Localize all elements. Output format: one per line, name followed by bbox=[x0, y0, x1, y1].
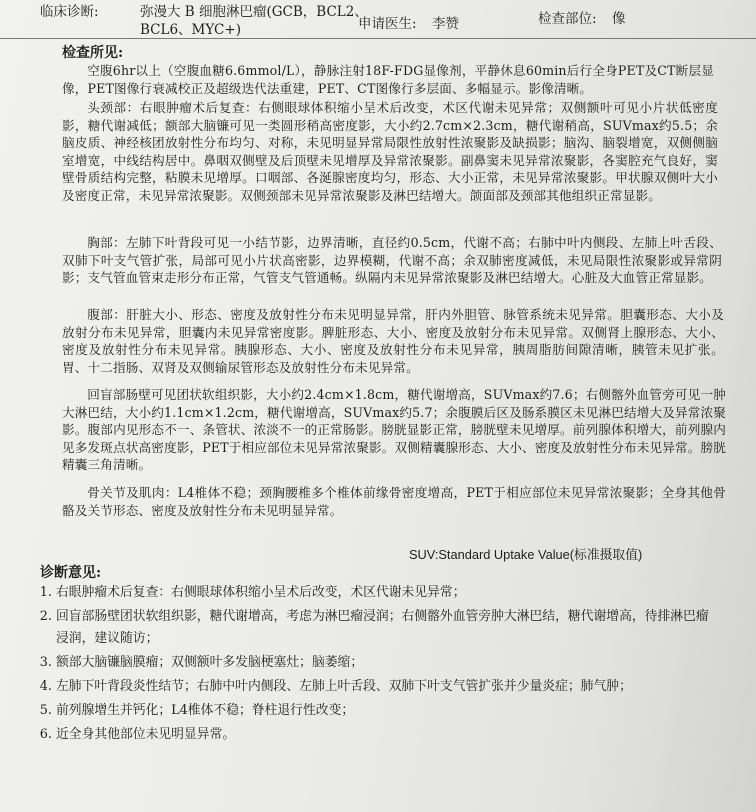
findings-title: 检查所见: bbox=[62, 45, 124, 61]
findings-paragraph-head-neck: 头颈部：右眼肿瘤术后复查：右侧眼球体积缩小呈术后改变，术区代谢未见异常；双侧额叶可见小片状低密度影，糖代谢减低；额部大脑镰可见一类圆形稍高密度影，大小约2.7cm×2.3cm，糖代谢稍高，SUVmax约5.5；余脑皮质、神经核团放射性分布均匀、对称，未见明显异常局限性放射性浓聚影及缺损影；脑沟、脑裂增宽，双侧侧脑室增宽，中线结构居中。鼻咽双侧壁及后顶壁未见增厚及异常浓聚影。副鼻窦未见异常浓聚影，各窦腔充气良好，窦壁骨质结构完整，粘膜未见增厚。口咽部、各涎腺密度均匀，形态、大小正常，未见异常浓聚影。甲状腺双侧叶大小及密度正常，未见异常浓聚影。双侧颈部未见异常浓聚影及淋巴结增大。颌面部及颈部其他组织正常显影。 bbox=[62, 100, 718, 203]
doctor-label: 申请医生: bbox=[358, 16, 417, 32]
clinical-diagnosis-value-cont: BCL6、MYC+) bbox=[140, 22, 241, 38]
clinical-diagnosis-value: 弥漫大 B 细胞淋巴瘤(GCB，BCL2、 bbox=[140, 4, 368, 20]
findings-paragraph-bone: 骨关节及肌肉：L4椎体不稳；颈胸腰椎多个椎体前缘骨密度增高，PET于相应部位未见异常浓聚影；全身其他骨骼及关节形态、密度及放射性分布未见明显异常。 bbox=[62, 485, 726, 518]
findings-paragraph-method: 空腹6hr以上（空腹血糖6.6mmol/L），静脉注射18F-FDG显像剂，平静休息60min后行全身PET及CT断层显像，PET图像行衰减校正及超级迭代法重建，PET、CT图像行多层面、多幅显示。影像清晰。 bbox=[62, 63, 714, 96]
findings-paragraph-chest: 胸部：左肺下叶背段可见一小结节影，边界清晰，直径约0.5cm，代谢不高；右肺中叶内侧段、左肺上叶舌段、双肺下叶支气管扩张，局部可见小片状高密影，边界模糊，代谢不高；余双肺密度减低，未见局限性浓聚影或异常阴影；支气管血管束走形分布正常，气管支气管通畅。纵隔内未见异常浓聚影及淋巴结增大。心脏及大血管正常显影。 bbox=[62, 235, 722, 286]
exam-part-label: 检查部位: bbox=[538, 11, 597, 27]
exam-part-value: 像 bbox=[612, 11, 626, 27]
diagnosis-title: 诊断意见: bbox=[40, 565, 102, 581]
doctor-value: 李赞 bbox=[432, 16, 459, 32]
diagnosis-item: 1. 右眼肿瘤术后复查：右侧眼球体积缩小呈术后改变，术区代谢未见异常； bbox=[56, 582, 720, 604]
report-header bbox=[0, 0, 756, 39]
diagnosis-item: 3. 额部大脑镰脑膜瘤；双侧额叶多发脑梗塞灶；脑萎缩； bbox=[56, 652, 720, 674]
diagnosis-list bbox=[40, 582, 720, 748]
diagnosis-item: 4. 左肺下叶背段炎性结节；右肺中叶内侧段、左肺上叶舌段、双肺下叶支气管扩张并少量炎症；肺气肿； bbox=[56, 676, 720, 698]
diagnosis-item: 5. 前列腺增生并钙化；L4椎体不稳；脊柱退行性改变； bbox=[56, 700, 720, 722]
clinical-diagnosis-label: 临床诊断: bbox=[40, 4, 99, 20]
suv-note: SUV:Standard Uptake Value(标准摄取值) bbox=[409, 547, 643, 562]
diagnosis-item: 2. 回盲部肠壁团状软组织影，糖代谢增高，考虑为淋巴瘤浸润；右侧髂外血管旁肿大淋巴结，糖代谢增高，待排淋巴瘤浸润，建议随访； bbox=[56, 606, 720, 650]
findings-paragraph-abdomen: 腹部：肝脏大小、形态、密度及放射性分布未见明显异常，肝内外胆管、脉管系统未见异常。胆囊形态、大小及放射分布未见异常，胆囊内未见异常密度影。脾脏形态、大小、密度及放射分布未见异常。双侧肾上腺形态、大小、密度及放射性分布未见异常。胰腺形态、大小、密度及放射性分布未见异常，胰周脂肪间隙清晰，胰管未见扩张。胃、十二指肠、双肾及双侧输尿管形态及放射性分布未见异常。 bbox=[62, 307, 724, 375]
findings-paragraph-pelvis: 回盲部肠壁可见团状软组织影，大小约2.4cm×1.8cm，糖代谢增高，SUVmax约7.6；右侧髂外血管旁可见一肿大淋巴结，大小约1.1cm×1.2cm，糖代谢增高，SUVmax约5.7；余腹膜后区及肠系膜区未见淋巴结增大及异常浓聚影。腹部内见形态不一、条管状、浓淡不一的正常肠影。膀胱显影正常，膀胱壁未见增厚。前列腺体积增大，前列腺内见多发斑点状高密度影，PET于相应部位未见异常浓聚影。双侧精囊腺形态、大小、密度及放射性分布未见异常。膀胱精囊三角清晰。 bbox=[62, 387, 726, 473]
diagnosis-item: 6. 近全身其他部位未见明显异常。 bbox=[56, 724, 720, 746]
